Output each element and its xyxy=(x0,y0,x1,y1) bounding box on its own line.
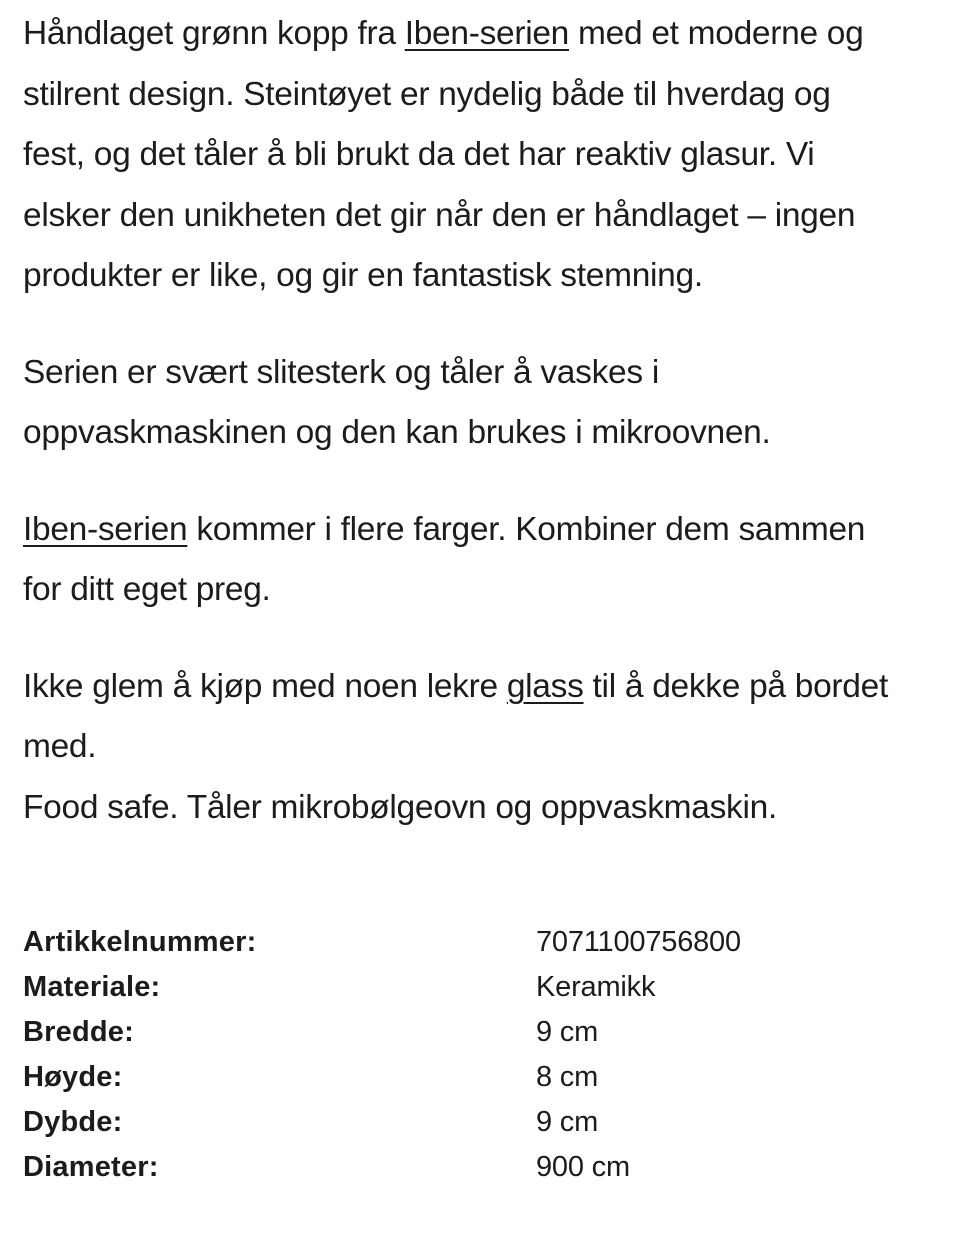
spec-label: Artikkelnummer: xyxy=(23,926,257,958)
description-line: stilrent design. Steintøyet er nydelig både til hverdag og xyxy=(23,75,831,113)
description-line: for ditt eget preg. xyxy=(23,571,271,608)
glass-link[interactable]: glass xyxy=(506,667,584,705)
description-text: med et moderne og xyxy=(569,15,864,52)
description-line xyxy=(23,500,948,561)
spec-value: 9 cm xyxy=(536,1106,599,1138)
spec-row-diameter xyxy=(23,1145,923,1190)
description-paragraph-colors xyxy=(23,500,948,621)
spec-label: Diameter: xyxy=(23,1151,159,1183)
spec-label: Materiale: xyxy=(23,971,161,1003)
spec-value: Keramikk xyxy=(536,971,656,1003)
description-line: Food safe. Tåler mikrobølgeovn og oppvaskmaskin. xyxy=(23,788,777,826)
description-line: Serien er svært slitesterk og tåler å vaskes i xyxy=(23,353,659,391)
spec-value: 9 cm xyxy=(536,1016,599,1048)
description-text: Håndlaget grønn kopp fra xyxy=(23,15,405,52)
spec-row-height xyxy=(23,1055,923,1100)
description-paragraph-glass xyxy=(23,657,948,839)
description-line xyxy=(23,4,948,65)
description-line: produkter er like, og gir en fantastisk stemning. xyxy=(23,257,703,294)
description-line: elsker den unikheten det gir når den er håndlaget – ingen xyxy=(23,196,856,234)
spec-label: Dybde: xyxy=(23,1106,123,1138)
spec-label: Bredde: xyxy=(23,1016,134,1048)
spec-value: 900 cm xyxy=(536,1151,630,1183)
spec-label: Høyde: xyxy=(23,1061,123,1093)
description-line: fest, og det tåler å bli brukt da det har reaktiv glasur. Vi xyxy=(23,136,815,173)
description-text: Ikke glem å kjøp med noen lekre xyxy=(23,667,507,705)
iben-series-link[interactable]: Iben-serien xyxy=(404,15,570,52)
description-text: til å dekke på bordet xyxy=(583,667,888,705)
description-paragraph-intro xyxy=(23,4,948,307)
iben-series-link[interactable]: Iben-serien xyxy=(23,510,188,548)
spec-value: 8 cm xyxy=(536,1061,599,1093)
spec-row-article-number xyxy=(23,920,923,965)
description-line xyxy=(23,657,948,718)
product-specs-table xyxy=(23,920,923,1190)
spec-value: 7071100756800 xyxy=(536,926,741,958)
description-line: med. xyxy=(23,728,97,765)
description-line: oppvaskmaskinen og den kan brukes i mikroovnen. xyxy=(23,414,771,451)
product-description xyxy=(23,4,948,838)
spec-row-material xyxy=(23,965,923,1010)
description-paragraph-durability xyxy=(23,343,948,464)
spec-row-width xyxy=(23,1010,923,1055)
description-text: kommer i flere farger. Kombiner dem sammen xyxy=(187,510,866,548)
spec-row-depth xyxy=(23,1100,923,1145)
